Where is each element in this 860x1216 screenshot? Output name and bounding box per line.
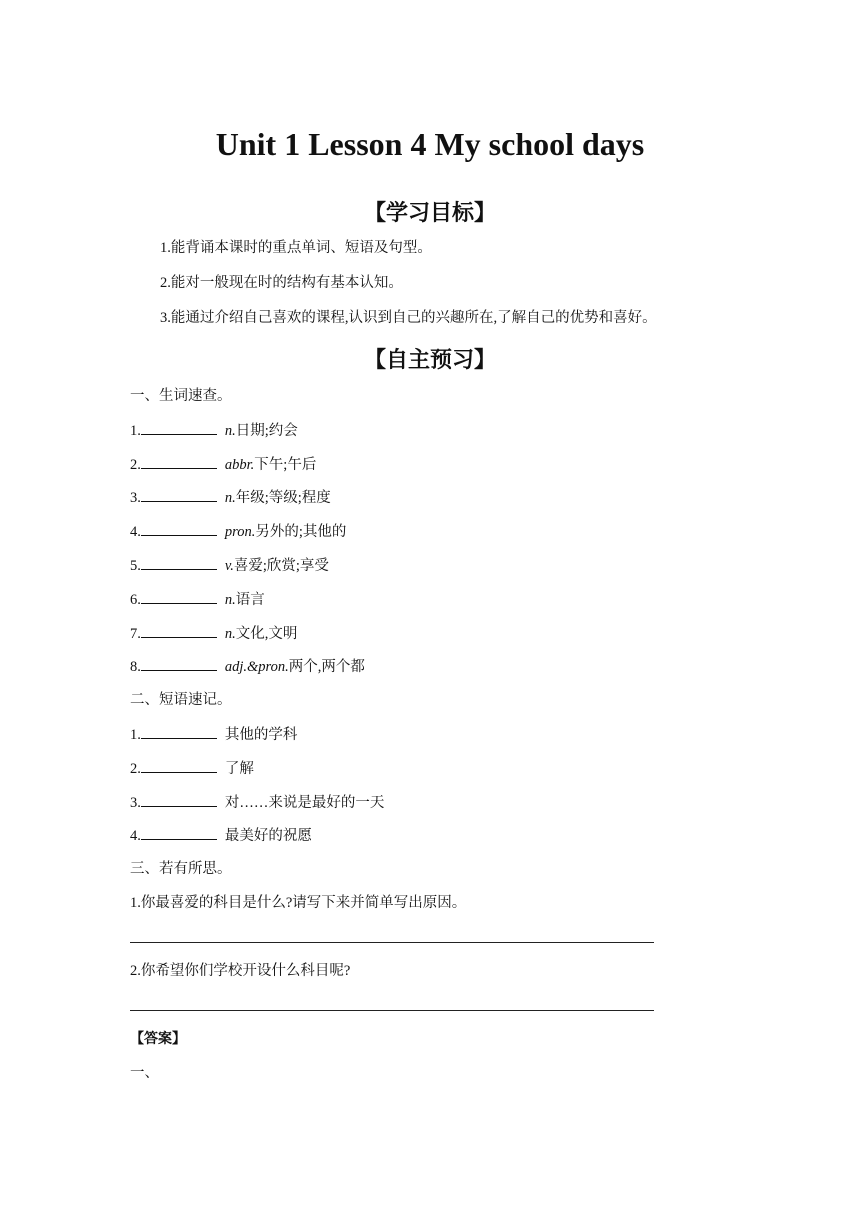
answer-blank[interactable] [141, 420, 217, 435]
objective-item-2: 2.能对一般现在时的结构有基本认知。 [160, 275, 403, 291]
phrase-item: 2. 了解 [130, 758, 254, 779]
phrase-item: 3. 对……来说是最好的一天 [130, 792, 384, 813]
objectives-heading: 【学习目标】 [363, 201, 496, 226]
vocab-item: 4. pron.另外的;其他的 [130, 521, 346, 542]
answer-blank[interactable] [141, 724, 217, 739]
page-title: Unit 1 Lesson 4 My school days [215, 126, 645, 162]
answers-heading: 【答案】 [130, 1031, 186, 1047]
answer-blank[interactable] [141, 555, 217, 570]
objective-item-3: 3.能通过介绍自己喜欢的课程,认识到自己的兴趣所在,了解自己的优势和喜好。 [160, 310, 657, 326]
answers-part1-label: 一、 [130, 1065, 159, 1081]
part1-label: 一、生词速查。 [130, 388, 232, 404]
question-2: 2.你希望你们学校开设什么科目呢? [130, 963, 351, 979]
answer-blank[interactable] [141, 623, 217, 638]
vocab-item: 8. adj.&pron.两个,两个都 [130, 656, 365, 677]
answer-blank[interactable] [141, 825, 217, 840]
answer-blank[interactable] [141, 589, 217, 604]
phrase-item: 4. 最美好的祝愿 [130, 825, 312, 846]
answer-blank[interactable] [141, 792, 217, 807]
answer-blank[interactable] [141, 521, 217, 536]
vocab-item: 5. v.喜爱;欣赏;享受 [130, 555, 329, 576]
answer-blank[interactable] [141, 487, 217, 502]
part3-label: 三、若有所思。 [130, 861, 232, 877]
vocab-item: 7. n.文化,文明 [130, 623, 297, 644]
answer-line-2[interactable] [130, 1010, 654, 1011]
answer-blank[interactable] [141, 758, 217, 773]
vocab-item: 3. n.年级;等级;程度 [130, 487, 331, 508]
preview-heading: 【自主预习】 [363, 348, 496, 373]
answer-blank[interactable] [141, 656, 217, 671]
phrase-item: 1. 其他的学科 [130, 724, 297, 745]
part2-label: 二、短语速记。 [130, 692, 232, 708]
answer-blank[interactable] [141, 454, 217, 469]
vocab-item: 2. abbr.下午;午后 [130, 454, 316, 475]
question-1: 1.你最喜爱的科目是什么?请写下来并简单写出原因。 [130, 895, 467, 911]
objective-item-1: 1.能背诵本课时的重点单词、短语及句型。 [160, 240, 432, 256]
vocab-item: 1. n.日期;约会 [130, 420, 298, 441]
answer-line-1[interactable] [130, 942, 654, 943]
vocab-item: 6. n.语言 [130, 589, 265, 610]
